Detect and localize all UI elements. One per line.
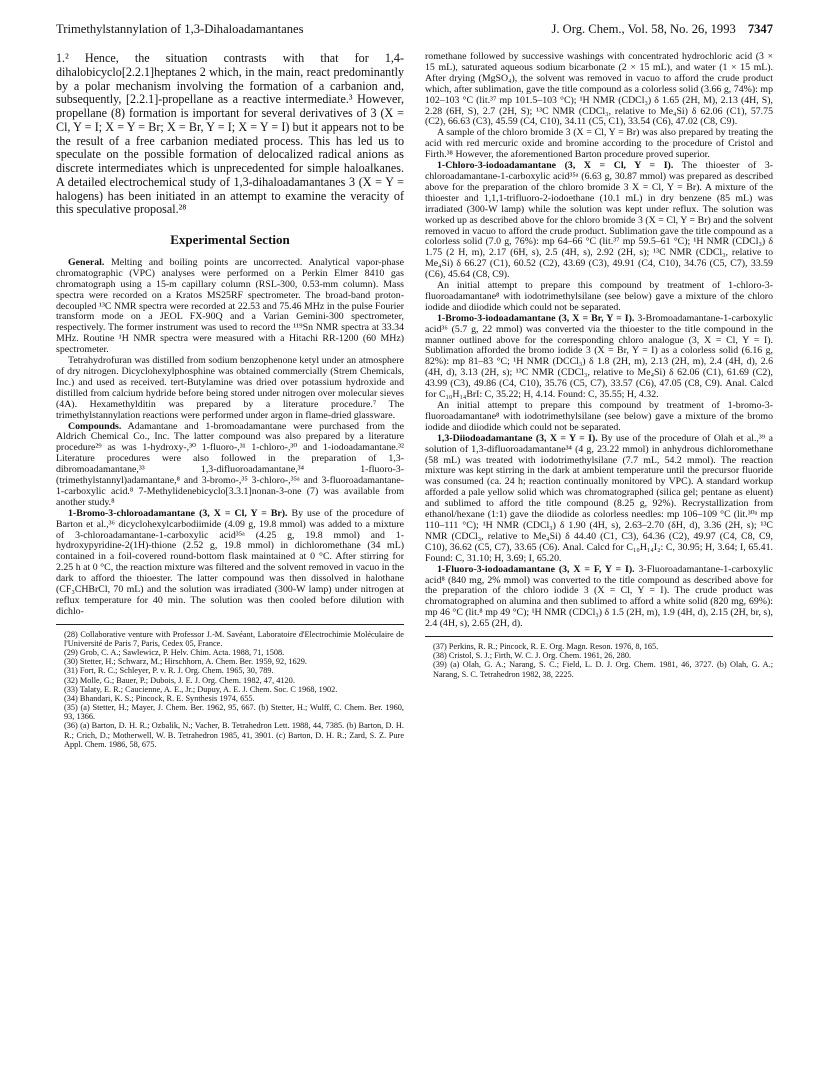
- solvents-paragraph: Tetrahydrofuran was distilled from sodium benzophenone ketyl under an atmosphere of dry nitrogen. Dicyclohexylphosphine was obtained commercially (Strem Chemicals, Inc.) and used as received. tert-Butylamine was dried over potassium hydroxide and distilled from calcium hydride before being stored under nitrogen over molecular sieves (4A). Hexamethylditin was prepared by a literature procedure.⁷ The trimethylstannylation reactions were performed under argon in flame-dried glassware.: [56, 355, 404, 421]
- chloroiodo-heading: 1-Chloro-3-iodoadamantane (3, X = Cl, Y = I).: [437, 160, 674, 172]
- journal-citation: J. Org. Chem., Vol. 58, No. 26, 1993: [551, 22, 736, 36]
- footnote: (30) Stetter, H.; Schwarz, M.; Hirschhorn, A. Chem. Ber. 1959, 92, 1629.: [64, 657, 308, 667]
- fluoroiodo-heading: 1-Fluoro-3-iodoadamantane (3, X = F, Y = I).: [437, 563, 635, 575]
- left-column: [56, 52, 404, 749]
- bromochloro-text: By use of the procedure of Barton et al.,³⁶ dicyclohexylcarbodiimide (4.09 g, 19.8 mmol) was added to a mixture of 3-chloroadamantane-1-carboxylic acid³⁵ᵃ (4.25 g, 19.8 mmol) and 1-hydroxypyridine-2(1H)-thione (2.52 g, 19.8 mmol) in dichloromethane (34 mL) contained in a foil-covered round-bottom flask maintained at 0 °C. After stirring for 2.25 h at 0 °C, the reaction mixture was filtered and the solvent removed in vacuo in the dark to afford the thioester. The latter compound was then dissolved in halothane (CF₃CHBrCl, 70 mL) and the solution was irradiated (300-W lamp) under nitrogen at reflux temperature for 40 min. The solution was then cooled before dilution with dichlo-: [56, 507, 404, 617]
- general-heading: General.: [68, 256, 105, 268]
- diiodo-text: By use of the procedure of Olah et al.,³⁹ a solution of 1,3-difluoroadamantane³⁴ (4 g, 23.22 mmol) in anhydrous dichloromethane (58 mL) was treated with iodotrimethylsilane (7.7 mL, 54.2 mmol). The reaction mixture was kept stirring in the dark at ambient temperature until the precursor fluoride was consumed (ca. 24 h; reaction continually monitored by VPC). A standard workup afforded a pale yellow solid which was chromatographed (silica gel; pentane as eluent) and sublimed to afford the title compound (8.25 g, 92%). Recrystallization from ethanol/hexane (1:1) gave the diiodide as colorless needles: mp 106–109 °C (lit.³⁰ᵃ mp 110–111 °C); ¹H NMR (CDCl₃) δ 1.90 (4H, s), 2.63–2.70 (δH, d), 3.36 (2H, s); ¹³C NMR (CDCl₃, relative to Me₄Si) δ 44.40 (C1, C3), 64.36 (C2), 49.97 (C4, C8, C9, C10), 36.62 (C5, C7), 33.65 (C6). Anal. Calcd for C₁₀H₁₄I₂: C, 30.95; H, 3.64; I, 65.41. Found: C, 31.10; H, 3.69; I, 65.20.: [425, 432, 774, 564]
- footnote: (34) Bhandari, K. S.; Pincock, R. E. Synthesis 1974, 655.: [64, 693, 255, 703]
- compounds-paragraph: [56, 422, 404, 509]
- footnote: (38) Cristol, S. J.; Firth, W. C. J. Org. Chem. 1961, 26, 280.: [433, 651, 632, 661]
- footnote: (32) Molle, G.; Bauer, P.; Dubois, J. E. J. Org. Chem. 1982, 47, 4120.: [64, 675, 295, 685]
- diiodo-heading: 1,3-Diiodoadamantane (3, X = Y = I).: [437, 432, 598, 444]
- bromochloro-paragraph: [56, 509, 404, 618]
- article-short-title: Trimethylstannylation of 1,3-Dihaloadamantanes: [56, 22, 304, 36]
- bromoiodo-paragraph: [425, 314, 773, 401]
- general-paragraph: [56, 258, 404, 356]
- chloro-bromide-paragraph: A sample of the chloro bromide 3 (X = Cl, Y = Br) was also prepared by treating the acid with red mercuric oxide and bromine according to the procedure of Cristol and Firth.³⁸ However, the aforementioned Barton procedure proved superior.: [425, 127, 773, 161]
- fluoroiodo-text: 3-Fluoroadamantane-1-carboxylic acid⁸ (840 mg, 2% mmol) was converted to the title compound as described above for the preparation of the chloro iodide 3 (X = Cl, Y = I). The crude product was chromatographed on alumina and then sublimed to afford a white solid (820 mg, 69%): mp 46 °C (lit.⁸ mp 49 °C); ¹H NMR (CDCl₃) δ 1.5 (2H, m), 1.9 (4H, d), 2.15 (2H, br, s), 2.4 (4H, s), 2.65 (2H, d).: [425, 563, 773, 630]
- footnote: (28) Collaborative venture with Professor J.-M. Savéant, Laboratoire d'Electrochimie Moléculaire de l'Université de Paris 7, Paris, Cedex 05, France.: [64, 629, 404, 648]
- right-column: [425, 52, 773, 679]
- fluoroiodo-paragraph: [425, 565, 773, 630]
- diiodo-paragraph: [425, 434, 773, 565]
- intro-paragraph: 1.² Hence, the situation contrasts with that for 1,4-dihalobicyclo[2.2.1]heptanes 2 which, in the main, react predominantly by a polar mechanism involving the formation of a carbanion and, subsequently, [2.2.1]-propellane as a reactive intermediate.³ However, propellane (8) formation is important for several derivatives of 3 (X = Cl, Y = I; X = Y = Br; X = Br, Y = I; X = Y = I) but it appears not to be the result of a free carbanion mediated process. This has led us to speculate on the possible formation of delocalized radical anions as discrete intermediates which is unprecedented for simple haloalkanes. A detailed electrochemical study of 1,3-dihaloadamantanes 3 (X = Y = halogens) has been initiated in an attempt to examine the veracity of this speculative proposal.²⁸: [56, 51, 404, 217]
- bromochloro-heading: 1-Bromo-3-chloroadamantane (3, X = Cl, Y = Br).: [68, 507, 288, 519]
- bromoiodo-attempt-paragraph: An initial attempt to prepare this compound by treatment of 1-bromo-3-fluoroadamantane⁸ with iodotrimethylsilane (see below) gave a mixture of the bromo iodide and diiodide which could not be separated.: [425, 400, 773, 433]
- left-footnotes: [56, 624, 404, 749]
- footnote: (29) Grob, C. A.; Sawlewicz, P. Helv. Chim. Acta. 1988, 71, 1508.: [64, 648, 285, 658]
- bromoiodo-text: 3-Bromoadamantane-1-carboxylic acid³⁶ (5.7 g, 22 mmol) was converted via the thioester to the title compound in the manner outlined above for the corresponding chloro analogue (3, X = Cl, Y = I). Sublimation afforded the bromo iodide 3 (X = Br, Y = I) as a colorless solid (6.16 g, 82%): mp 81–83 °C; ¹H NMR (DCCl₃) δ 1.8 (2H, m), 2.13 (2H, m), 2.4 (4H, d), 2.6 (4H, d), 3.13 (2H, s); ¹³C NMR (CDCl₃, relative to Me₄Si) δ 62.06 (C1), 61.69 (C2), 43.99 (C3), 49.86 (C4, C10), 35.76 (C5, C7), 33.57 (C6), 47.05 (C8, C9). Anal. Calcd for C₁₀H₁₄BrI: C, 35.22; H, 4.14. Found: C, 35.55; H, 4.32.: [425, 312, 773, 401]
- bromoiodo-heading: 1-Bromo-3-iodoadamantane (3, X = Br, Y = I).: [437, 312, 635, 324]
- footnote: (33) Talaty, E. R.; Caucienne, A. E., Jr.; Dupuy, A. E. J. Chem. Soc. C 1968, 1902.: [64, 684, 338, 694]
- footnote: (39) (a) Olah, G. A.; Narang, S. C.; Field, L. D. J. Org. Chem. 1981, 46, 3727. (b) Olah, G. A.; Narang, S. C. Tetrahedron 1982, 38, 2225.: [433, 660, 773, 679]
- right-footnotes: [425, 636, 773, 679]
- section-title: Experimental Section: [170, 232, 290, 247]
- journal-citation-group: [545, 22, 773, 37]
- footnote: (37) Perkins, R. R.; Pincock, R. E. Org. Magn. Reson. 1976, 8, 165.: [433, 642, 659, 652]
- footnote: (35) (a) Stetter, H.; Mayer, J. Chem. Ber. 1962, 95, 667. (b) Stetter, H.; Wulff, C. Chem. Ber. 1960, 93, 1366.: [64, 703, 404, 722]
- continuation-paragraph: romethane followed by successive washings with concentrated hydrochloric acid (3 × 15 mL), saturated aqueous sodium bicarbonate (2 × 15 mL), and water (1 × 15 mL). After drying (MgSO₄), the solvent was removed in vacuo to afford the crude product which, after sublimation, gave the title compound as a colorless solid (3.66 g, 74%): mp 102–103 °C (lit.³⁷ mp 101.5–103 °C); ¹H NMR (CDCl₃) δ 1.65 (2H, M), 2.13 (4H, S), 2.28 (6H, S), 2.7 (2H, S); ¹³C NMR (CDCl₃, relative to Me₄Si) δ 62.06 (C1), 57.75 (C2), 66.63 (C3), 45.59 (C4, C10), 34.11 (C5, C1), 33.54 (C6), 47.02 (C8, C9).: [425, 51, 773, 128]
- page-number: 7347: [747, 22, 773, 36]
- chloroiodo-attempt-paragraph: An initial attempt to prepare this compound by treatment of 1-chloro-3-fluoroadamantane⁸ with iodotrimethylsilane (see below) gave a mixture of the chloro iodide and diiodide which could not be separated.: [425, 280, 773, 313]
- chloroiodo-text: The thioester of 3-chloroadamantane-1-carboxylic acid³⁵ᵃ (6.63 g, 30.87 mmol) was prepared as described above for the preparation of the chloro bromide 3 X = Cl, Y = Br). A mixture of the thioester and 1,1,1-trifluoro-2-iodoethane (10.1 mL) in dry benzene (85 mL) was irradiated (300-W lamp) while the solution was kept under reflux. The solution was worked up as described above for the chloro bromide 3 (X = Cl, Y = Br) and the solvent removed in vacuo to afford the crude product. Sublimation gave the title compound as a colorless solid (7.0 g, 76%): mp 64–66 °C (lit.³⁷ mp 59.5–61 °C); ¹H NMR (CDCl₃) δ 1.75 (2 H, m), 2.17 (6H, s), 2.5 (4H, s), 2.92 (2H, s); ¹³C NMR (CDCl₃, relative to Me₄Si) δ 66.27 (C1), 60.52 (C2), 43.69 (C3), 49.91 (C4, C10), 34.76 (C5, C7), 33.59 (C6), 45.64 (C8, C9).: [425, 160, 774, 281]
- compounds-heading: Compounds.: [68, 420, 122, 432]
- compounds-text: Adamantane and 1-bromoadamantane were purchased from the Aldrich Chemical Co., Inc. The latter compound was also prepared by a literature procedure²⁹ as was 1-hydroxy-,³⁰ 1-fluoro-,³¹ 1-chloro-,³⁰ and 1-iodoadamantane.³² Literature procedures were also followed in the preparation of 1,3-dibromoadamantane,³³ 1,3-difluoroadamantane,³⁴ 1-fluoro-3-(trimethylstannyl)adamantane,⁸ and 3-bromo-,³⁵ 3-chloro-,³⁵ᵃ and 3-fluoroadamantane-1-carboxylic acid.⁸ 7-Methylidenebicyclo[3.3.1]nonan-3-one (7) was available from another study.⁸: [56, 420, 404, 508]
- running-head: [56, 22, 773, 40]
- chloroiodo-paragraph: [425, 161, 773, 281]
- footnote: (31) Fort, R. C.; Schleyer, P. v. R. J. Org. Chem. 1965, 30, 789.: [64, 666, 274, 676]
- footnote: (36) (a) Barton, D. H. R.; Ozbalik, N.; Vacher, B. Tetrahedron Lett. 1988, 44, 7385. (b) Barton, D. H. R.; Crich, D.; Motherwell, W. B. Tetrahedron 1985, 41, 3901. (c) Barton, D. H. R.; Zard, S. Z. Pure Appl. Chem. 1986, 58, 675.: [64, 721, 404, 749]
- general-text: Melting and boiling points are uncorrected. Analytical vapor-phase chromatographic (VPC) analyses were performed on a Perkin Elmer 8410 gas chromatograph using a 15-m capillary column (RSL-300, 0.53-mm column). Mass spectra were recorded on a Kratos MS25RF spectrometer. The broad-band proton-decoupled ¹³C NMR spectra were recorded at 22.53 and 75.46 MHz in the pulse Fourier transform mode on a JEOL FX-90Q and a Varian Gemini-300 spectrometer, respectively. The former instrument was used to record the ¹¹⁹Sn NMR spectra at 33.34 MHz. Routine ¹H NMR spectra were measured with a Hitachi RR-1200 (60 MHz) spectrometer.: [56, 256, 404, 356]
